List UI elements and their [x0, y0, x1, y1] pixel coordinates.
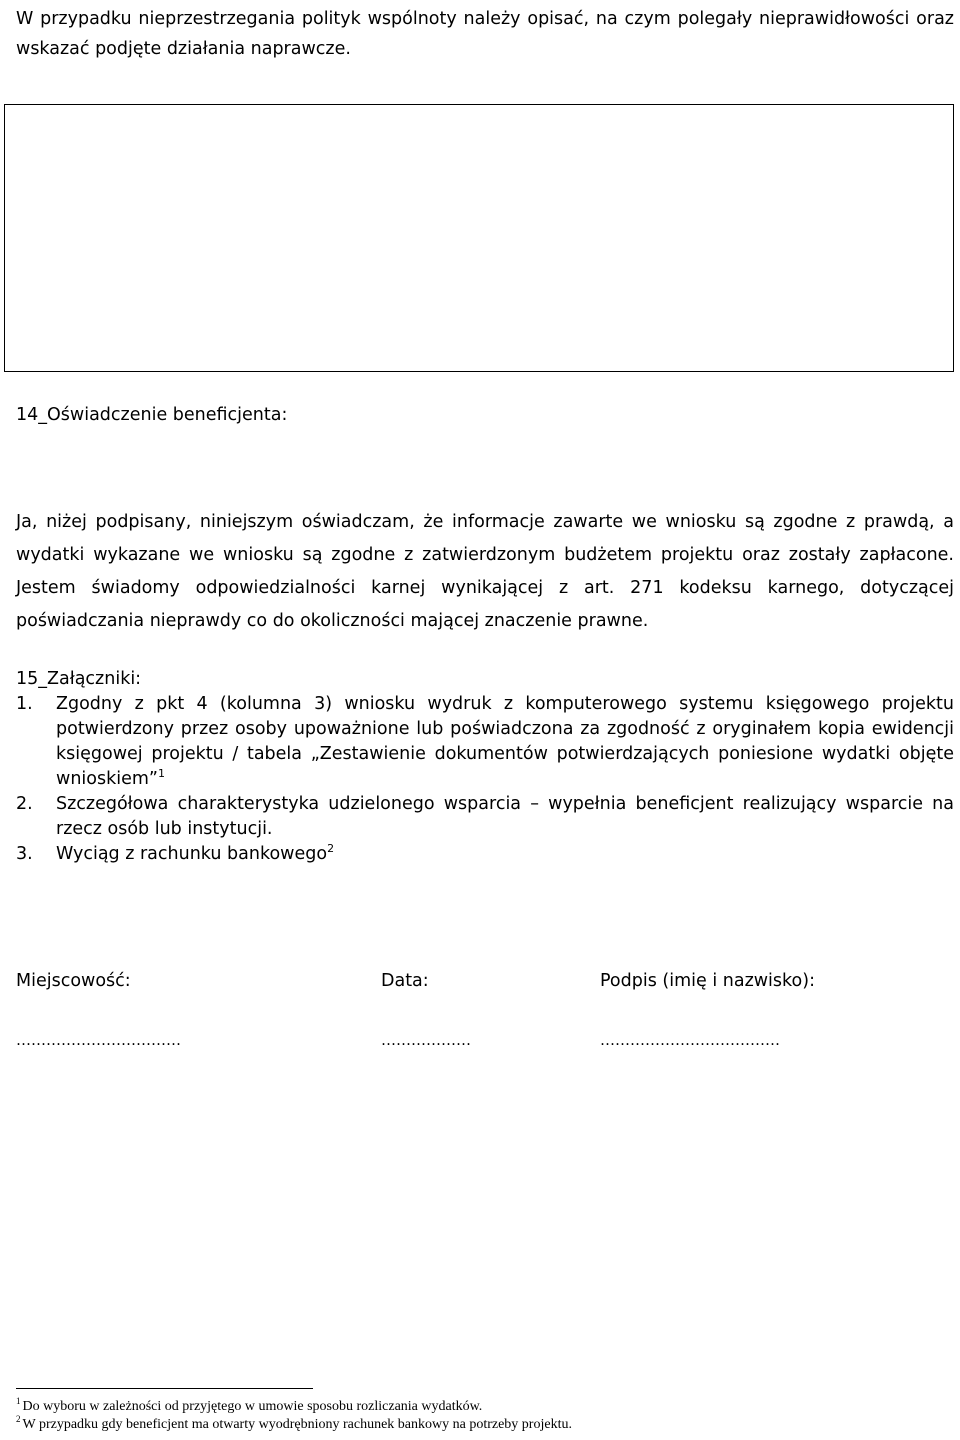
footnote-text: Do wyboru w zależności od przyjętego w umowie sposobu rozliczania wydatków. [22, 1399, 483, 1414]
footnote-2 [16, 1416, 572, 1434]
footnote-1 [16, 1398, 482, 1416]
irregularities-description-box[interactable] [4, 104, 954, 372]
date-label: Data: [381, 971, 429, 991]
signature-field[interactable]: ……………………………… [600, 1031, 780, 1049]
date-field[interactable]: ……………… [381, 1031, 471, 1049]
attachment-text: Zgodny z pkt 4 (kolumna 3) wniosku wydruk z komputerowego systemu księgowego projektu potwierdzony przez osoby upoważnione lub poświadczona za zgodność z oryginałem kopia ewidencji księgowej projektu / tabela „Zestawienie dokumentów potwierdzających poniesione wydatki objęte wnioskiem” [56, 694, 954, 789]
attachment-text: Wyciąg z rachunku bankowego [56, 844, 328, 864]
place-field[interactable]: …………………………… [16, 1031, 181, 1049]
attachments-heading: 15_Załączniki: [16, 669, 142, 689]
attachment-text: Szczegółowa charakterystyka udzielonego wsparcia – wypełnia beneficjent realizujący wsparcie na rzecz osób lub instytucji. [56, 794, 954, 839]
intro-paragraph: W przypadku nieprzestrzegania polityk wspólnoty należy opisać, na czym polegały nieprawidłowości oraz wskazać podjęte działania naprawcze. [16, 9, 954, 59]
attachment-item-1 [16, 692, 954, 792]
footnote-divider [16, 1388, 313, 1389]
footnote-ref: 2 [327, 842, 335, 856]
footnote-mark: 1 [16, 1396, 21, 1407]
attachment-number: 3. [16, 844, 33, 864]
signature-label: Podpis (imię i nazwisko): [600, 971, 815, 991]
attachment-number: 1. [16, 694, 33, 714]
declaration-paragraph: Ja, niżej podpisany, niniejszym oświadczam, że informacje zawarte we wniosku są zgodne z prawdą, a wydatki wykazane we wniosku są zgodne z zatwierdzonym budżetem projektu oraz zostały zapłacone. Jestem świadomy odpowiedzialności karnej wynikającej z art. 271 kodeksu karnego, dotyczącej poświadczania nieprawdy co do okoliczności mającej znaczenie prawne. [16, 512, 954, 631]
attachment-item-3 [16, 842, 954, 867]
attachment-number: 2. [16, 794, 33, 814]
attachments-list [16, 692, 954, 867]
footnote-ref: 1 [157, 767, 165, 781]
declaration-heading: 14_Oświadczenie beneficjenta: [16, 405, 288, 425]
footnote-text: W przypadku gdy beneficjent ma otwarty wyodrębniony rachunek bankowy na potrzeby projektu. [22, 1417, 572, 1432]
footnote-mark: 2 [16, 1414, 21, 1425]
attachment-item-2 [16, 792, 954, 842]
place-label: Miejscowość: [16, 971, 131, 991]
